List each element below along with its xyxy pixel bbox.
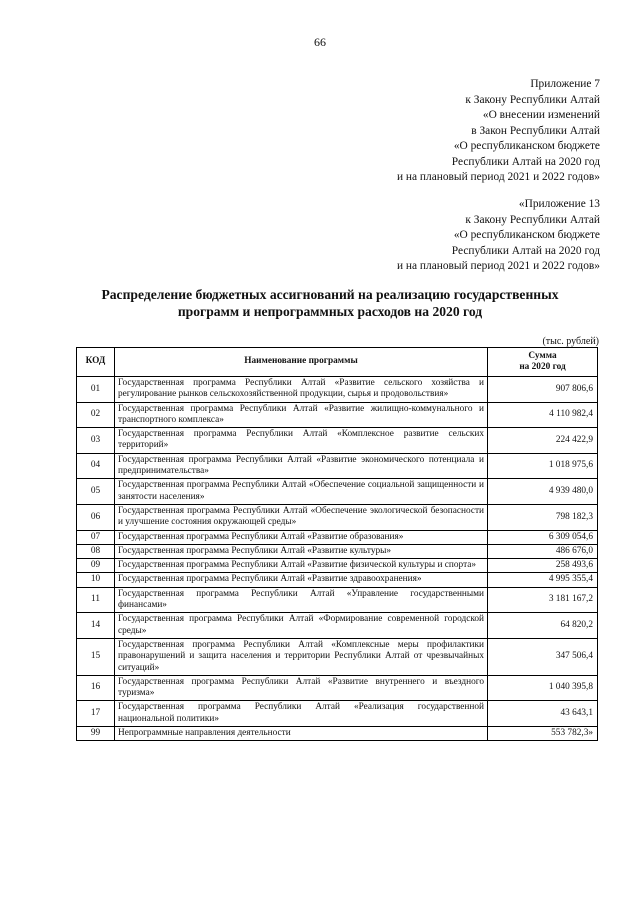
budget-table — [76, 347, 598, 741]
row-code: 10 — [77, 573, 115, 587]
appendix-7-line: Республики Алтай на 2020 год — [451, 155, 600, 168]
row-amount: 6 309 054,6 — [488, 530, 598, 544]
table-row — [77, 402, 598, 428]
table-row — [77, 453, 598, 479]
row-code: 03 — [77, 428, 115, 454]
appendix-13-line: Республики Алтай на 2020 год — [451, 244, 600, 257]
row-code: 17 — [77, 701, 115, 727]
row-amount: 907 806,6 — [488, 377, 598, 403]
row-amount: 258 493,6 — [488, 559, 598, 573]
row-code: 15 — [77, 638, 115, 675]
row-name: Государственная программа Республики Алтай «Формирование современной городской среды» — [115, 613, 488, 639]
row-code: 14 — [77, 613, 115, 639]
row-code: 06 — [77, 504, 115, 530]
row-name: Государственная программа Республики Алтай «Комплексные меры профилактики правонарушений и защита населения и территории Республики Алтай от чрезвычайных ситуаций» — [115, 638, 488, 675]
row-name: Государственная программа Республики Алтай «Реализация государственной национальной политики» — [115, 701, 488, 727]
table-row — [77, 504, 598, 530]
row-name: Государственная программа Республики Алтай «Развитие жилищно-коммунального и транспортного комплекса» — [115, 402, 488, 428]
appendix-13-line: к Закону Республики Алтай — [465, 213, 600, 226]
row-amount: 4 110 982,4 — [488, 402, 598, 428]
table-row — [77, 530, 598, 544]
table-row — [77, 701, 598, 727]
row-amount: 798 182,3 — [488, 504, 598, 530]
table-row — [77, 587, 598, 613]
row-name: Государственная программа Республики Алтай «Развитие здравоохранения» — [115, 573, 488, 587]
row-code: 09 — [77, 559, 115, 573]
table-row — [77, 377, 598, 403]
appendix-7-header — [397, 77, 600, 186]
row-name: Государственная программа Республики Алтай «Развитие экономического потенциала и предпринимательства» — [115, 453, 488, 479]
row-name: Государственная программа Республики Алтай «Развитие внутреннего и въездного туризма» — [115, 675, 488, 701]
row-code: 02 — [77, 402, 115, 428]
title-line-1: Распределение бюджетных ассигнований на реализацию государственных — [101, 287, 559, 302]
row-amount: 64 820,2 — [488, 613, 598, 639]
page-number: 66 — [314, 35, 326, 49]
row-code: 99 — [77, 727, 115, 741]
row-name: Государственная программа Республики Алтай «Развитие культуры» — [115, 544, 488, 558]
row-amount: 3 181 167,2 — [488, 587, 598, 613]
row-amount: 4 939 480,0 — [488, 479, 598, 505]
row-name: Непрограммные направления деятельности — [115, 727, 488, 741]
row-name: Государственная программа Республики Алтай «Комплексное развитие сельских территорий» — [115, 428, 488, 454]
appendix-7-line: в Закон Республики Алтай — [471, 124, 600, 137]
appendix-7-line: «О республиканском бюджете — [453, 140, 600, 152]
row-code: 16 — [77, 675, 115, 701]
row-name: Государственная программа Республики Алтай «Управление государственными финансами» — [115, 587, 488, 613]
row-amount: 486 676,0 — [488, 544, 598, 558]
header-name: Наименование программы — [115, 348, 488, 377]
row-amount: 1 018 975,6 — [488, 453, 598, 479]
table-row — [77, 727, 598, 741]
document-title — [40, 286, 620, 320]
row-code: 11 — [77, 587, 115, 613]
table-body — [77, 377, 598, 741]
row-name: Государственная программа Республики Алтай «Обеспечение экологической безопасности и улучшение состояния окружающей среды» — [115, 504, 488, 530]
row-amount: 553 782,3» — [488, 727, 598, 741]
header-code: КОД — [77, 348, 115, 377]
appendix-13-line: «Приложение 13 — [518, 198, 600, 210]
row-amount: 347 506,4 — [488, 638, 598, 675]
appendix-7-line: и на плановый период 2021 и 2022 годов» — [396, 171, 600, 183]
row-name: Государственная программа Республики Алтай «Развитие сельского хозяйства и регулирование рынков сельскохозяйственной продукции, сырья и продовольствия» — [115, 377, 488, 403]
row-amount: 43 643,1 — [488, 701, 598, 727]
table-row — [77, 479, 598, 505]
table-row — [77, 544, 598, 558]
row-code: 07 — [77, 530, 115, 544]
row-name: Государственная программа Республики Алтай «Обеспечение социальной защищенности и занятости населения» — [115, 479, 488, 505]
table-row — [77, 613, 598, 639]
table-header-row — [77, 348, 598, 377]
row-code: 04 — [77, 453, 115, 479]
header-sum-line-1: Сумма — [528, 350, 557, 361]
appendix-7-line: к Закону Республики Алтай — [465, 93, 600, 106]
table-row — [77, 559, 598, 573]
unit-label: (тыс. рублей) — [542, 336, 599, 347]
row-code: 05 — [77, 479, 115, 505]
table-row — [77, 675, 598, 701]
row-name: Государственная программа Республики Алтай «Развитие физической культуры и спорта» — [115, 559, 488, 573]
table-row — [77, 573, 598, 587]
row-amount: 4 995 355,4 — [488, 573, 598, 587]
row-amount: 224 422,9 — [488, 428, 598, 454]
appendix-13-line: «О республиканском бюджете — [453, 229, 600, 241]
row-name: Государственная программа Республики Алтай «Развитие образования» — [115, 530, 488, 544]
row-amount: 1 040 395,8 — [488, 675, 598, 701]
row-code: 01 — [77, 377, 115, 403]
appendix-13-line: и на плановый период 2021 и 2022 годов» — [396, 260, 600, 272]
appendix-7-line: Приложение 7 — [530, 78, 600, 90]
appendix-13-header — [397, 197, 600, 275]
title-line-2: программ и непрограммных расходов на 2020 год — [177, 304, 483, 319]
header-sum-line-2: на 2020 год — [519, 362, 566, 372]
table-row — [77, 638, 598, 675]
table-row — [77, 428, 598, 454]
row-code: 08 — [77, 544, 115, 558]
appendix-7-line: «О внесении изменений — [482, 109, 600, 121]
header-sum — [488, 348, 598, 377]
